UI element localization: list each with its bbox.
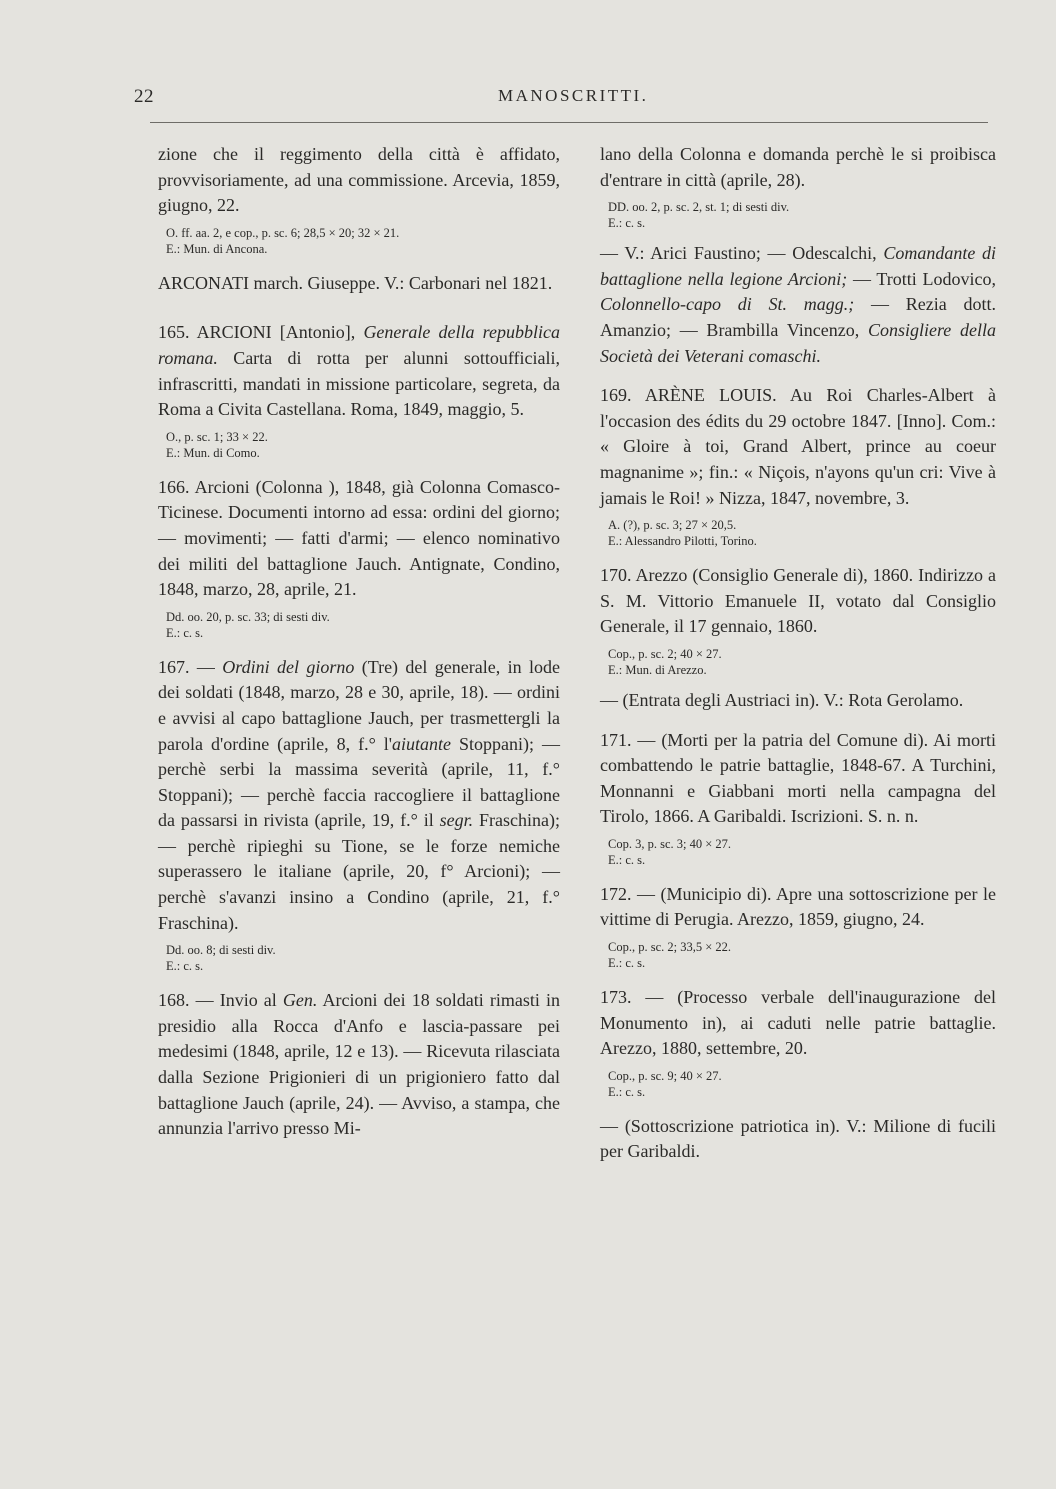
- entry-170: [600, 563, 996, 678]
- entry-italic: aiutante: [392, 733, 452, 754]
- entry-description: Fraschina); — perchè ripieghi su Tione, se le forze nemiche superassero le italiane (aprile, 20, f° Arcioni); — perchè s'avanzi insino a Condino (aprile, 21, f.° Fraschina).: [158, 810, 560, 933]
- entry-title: Generale della repubblica romana.: [158, 322, 560, 368]
- entry-italic: Gen.: [282, 990, 318, 1011]
- entry-location: E.: c. s.: [166, 625, 204, 640]
- entry-meta: Cop. 3, p. sc. 3; 40 × 27.: [608, 836, 732, 851]
- entry-text: 170. Arezzo (Consiglio Generale di), 1860. Indirizzo a S. M. Vittorio Emanuele II, votato dal Consiglio Generale, il 17 gennaio, 1860.: [600, 565, 996, 637]
- entry-title: Ordini del giorno: [222, 656, 355, 677]
- entry-167: [158, 655, 560, 975]
- ref-text: — V.: Arici Faustino; — Odescalchi,: [600, 243, 877, 264]
- entry-description: Stoppani); — perchè serbi la massima severità (aprile, 11, f.° Stoppani); — perchè faccia raccogliere il battaglione da passarsi in rivista (aprile, 19, f.° il: [158, 733, 560, 831]
- page-header: [0, 86, 1056, 116]
- entry-meta: A. (?), p. sc. 3; 27 × 20,5.: [608, 518, 737, 533]
- entry-meta: Dd. oo. 8; di sesti div.: [166, 943, 276, 958]
- entry-171: [600, 728, 996, 868]
- entry-location: E.: c. s.: [166, 959, 204, 974]
- entry-text: 166. Arcioni (Colonna ), 1848, già Colonna Comasco-Ticinese. Documenti intorno ad essa: ordini del giorno; — movimenti; — fatti d'armi; — elenco nominativo dei militi del battaglione Jauch. Antignate, Condino, 1848, marzo, 28, aprile, 21.: [158, 476, 560, 600]
- entry-description: Carta di rotta per alunni sottoufficiali, infrascritti, mandati in missione particolare, segreta, da Roma a Civita Castellana. Roma, 1849, maggio, 5.: [158, 347, 560, 420]
- entry-meta: O., p. sc. 1; 33 × 22.: [166, 429, 268, 444]
- entry-meta: Cop., p. sc. 2; 33,5 × 22.: [608, 940, 732, 955]
- entry-location: E.: Mun. di Arezzo.: [608, 662, 707, 677]
- entry-location: E.: c. s.: [608, 216, 646, 231]
- entry-lead: 167. —: [158, 656, 215, 677]
- entry-meta: Cop., p. sc. 2; 40 × 27.: [608, 646, 722, 661]
- entry-text: [158, 320, 560, 422]
- entry-text: [158, 655, 560, 937]
- entry-166: [158, 475, 560, 641]
- right-column: [600, 142, 996, 1165]
- ref-italic: Comandante di battaglione nella legione Arcioni;: [600, 243, 996, 289]
- entry-164-continuation: [158, 142, 560, 257]
- ref-italic: Colonnello-capo di St. magg.;: [600, 294, 855, 315]
- entry-text: 173. — (Processo verbale dell'inaugurazione del Monumento in), ai caduti nelle patrie battaglie. Arezzo, 1880, settembre, 20.: [600, 987, 996, 1059]
- entry-description: (Tre) del generale, in lode dei soldati (1848, marzo, 28 e 30, aprile, 18). — ordini e avvisi al capo battaglione Jauch, per trasmettergli la parola d'ordine (aprile, 8, f.° l': [158, 656, 560, 754]
- cross-reference-arcioni: [600, 241, 996, 369]
- entry-name: ARCIONI [Antonio],: [196, 322, 356, 343]
- ref-italic: Consigliere della Società dei Veterani comaschi.: [600, 319, 997, 366]
- cross-reference-entrata: — (Entrata degli Austriaci in). V.: Rota Gerolamo.: [600, 689, 964, 710]
- ref-text: — Trotti Lodovico,: [852, 268, 996, 289]
- running-head: MANOSCRITTI.: [498, 86, 649, 105]
- entry-location: E.: c. s.: [608, 1084, 646, 1099]
- ref-text: — Rezia dott. Amanzio; — Brambilla Vincenzo,: [600, 294, 997, 340]
- header-rule: [150, 122, 988, 123]
- entry-meta: DD. oo. 2, p. sc. 2, st. 1; di sesti div.: [608, 200, 790, 215]
- entry-168-continuation: [600, 142, 996, 231]
- entry-location: E.: c. s.: [608, 956, 646, 971]
- entry-lead: 168. — Invio al: [158, 990, 277, 1011]
- page-number: 22: [134, 86, 154, 107]
- entry-text: 172. — (Municipio di). Apre una sottoscrizione per le vittime di Perugia. Arezzo, 1859, giugno, 24.: [600, 883, 996, 930]
- cross-reference-arconati: ARCONATI march. Giuseppe. V.: Carbonari nel 1821.: [158, 272, 553, 293]
- entry-location: E.: Mun. di Como.: [166, 445, 260, 460]
- entry-text: lano della Colonna e domanda perchè le si proibisca d'entrare in città (aprile, 28).: [600, 144, 996, 190]
- entry-165: [158, 320, 560, 460]
- entry-text: [158, 988, 560, 1142]
- entry-description: Arcioni dei 18 soldati rimasti in presidio alla Rocca d'Anfo e lascia-passare pei medesimi (1848, aprile, 12 e 13). — Ricevuta rilasciata dalla Sezione Prigionieri di un prigioniero fatto dal battaglione Jauch (aprile, 24). — Avviso, a stampa, che annunzia l'arrivo presso Mi-: [158, 990, 560, 1139]
- entry-italic: segr.: [439, 810, 474, 831]
- entry-text: zione che il reggimento della città è affidato, provvisoriamente, ad una commissione. Arcevia, 1859, giugno, 22.: [158, 144, 560, 216]
- entry-meta: Dd. oo. 20, p. sc. 33; di sesti div.: [166, 609, 330, 624]
- entry-173: [600, 985, 996, 1100]
- entry-number: 165.: [158, 322, 190, 343]
- entry-168: [158, 988, 560, 1142]
- entry-text: 169. ARÈNE LOUIS. Au Roi Charles-Albert à l'occasion des édits du 29 octobre 1847. [Inno]. Com.: « Gloire à toi, Grand Albert, prince au coeur magnanime »; fin.: « Niçois, n'ayons qu'un cri: Vive à jamais le Roi! » Nizza, 1847, novembre, 3.: [600, 385, 996, 508]
- entry-169: [600, 383, 996, 549]
- entry-meta: O. ff. aa. 2, e cop., p. sc. 6; 28,5 × 20; 32 × 21.: [166, 225, 400, 240]
- entry-location: E.: c. s.: [608, 852, 646, 867]
- entry-location: E.: Mun. di Ancona.: [166, 241, 268, 256]
- entry-text: 171. — (Morti per la patria del Comune di). Ai morti combattendo le patrie battaglie, 1848-67. A Turchini, Monnanni e Giabbani morti nella campagna del Tirolo, 1866. A Garibaldi. Iscrizioni. S. n. n.: [600, 729, 996, 827]
- entry-location: E.: Alessandro Pilotti, Torino.: [608, 534, 757, 549]
- cross-reference-sottoscrizione: — (Sottoscrizione patriotica in). V.: Milione di fucili per Garibaldi.: [600, 1115, 996, 1162]
- entry-meta: Cop., p. sc. 9; 40 × 27.: [608, 1068, 722, 1083]
- entry-172: [600, 882, 996, 971]
- left-column: [158, 142, 560, 1142]
